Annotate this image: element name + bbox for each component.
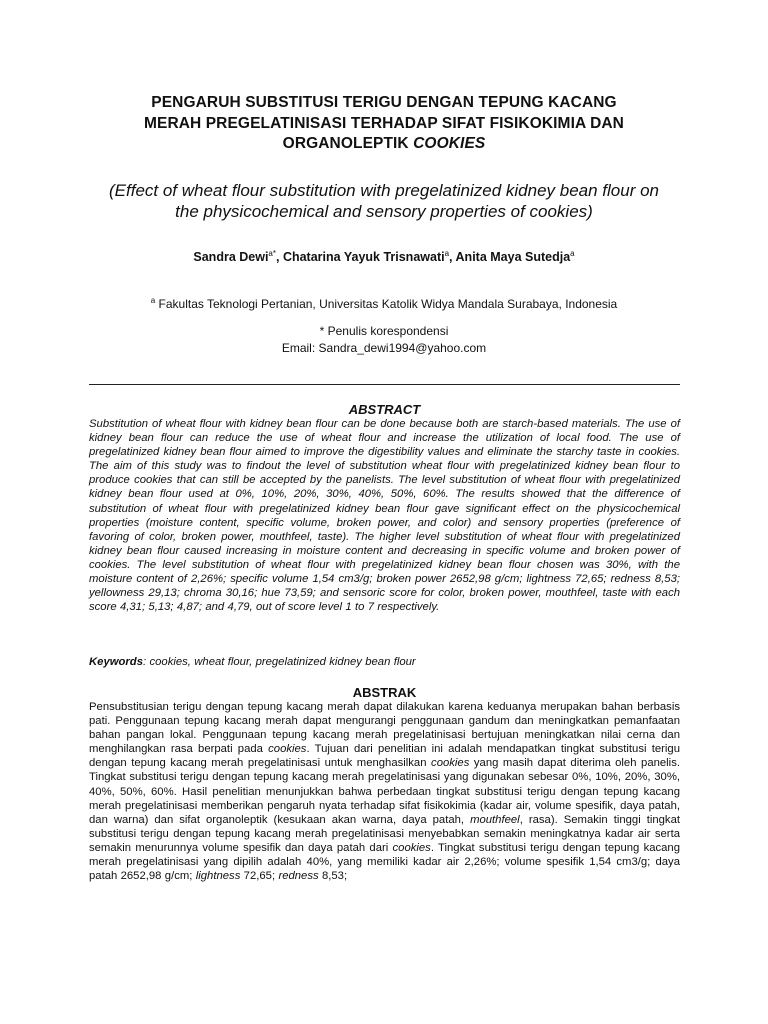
abstrak-italic-term: cookies [431,757,470,770]
author-3-name: Anita Maya Sutedja [455,250,571,265]
title-line-2: MERAH PREGELATINISASI TERHADAP SIFAT FISIKOKIMIA DAN [144,114,624,132]
author-2-affiliation-mark: a [444,249,450,258]
abstrak-text: 8,53; [318,870,348,883]
author-separator: , [275,250,283,265]
correspondence-label: * Penulis korespondensi [319,324,449,338]
title-cookies-italic: COOKIES [413,135,486,152]
paper-english-title [60,180,708,222]
keywords-label: Keywords [89,656,143,668]
abstract-heading: ABSTRACT [348,402,421,417]
title-line-1: PENGARUH SUBSTITUSI TERIGU DENGAN TEPUNG KACANG [151,94,617,111]
english-title-line-2: the physicochemical and sensory properties of cookies) [175,202,593,221]
abstrak-italic-term: cookies [268,743,307,756]
correspondence [60,323,708,357]
author-1-name: Sandra Dewi [193,250,269,265]
correspondence-email[interactable]: Email: Sandra_dewi1994@yahoo.com [281,341,487,355]
header-divider [89,384,680,385]
english-title-line-1: (Effect of wheat flour substitution with pregelatinized kidney bean flour on [109,181,659,200]
abstrak-italic-term: mouthfeel [470,813,520,826]
title-line-3-text: ORGANOLEPTIK [282,135,414,152]
abstrak-text: 72,65; [240,870,279,883]
keywords-text: : cookies, wheat flour, pregelatinized kidney bean flour [143,656,416,668]
abstrak-text: . Tingkat substitusi terigu dengan tepung kacang merah pregelatinisasi yang dipilih adalah 40%, yang memiliki kadar air 2,26%; volume spesifik 1,54 cm3/g; daya patah 2652,98 g/cm; [89,841,680,883]
abstrak-text: . Tujuan dari penelitian ini adalah mendapatkan tingkat substitusi terigu dengan tepung kacang merah pregelatinisasi untuk menghasilkan [89,743,680,770]
paper-title [60,93,708,155]
affiliation-mark: a [150,296,156,305]
abstrak-text: Pensubstitusian terigu dengan tepung kacang merah dapat dilakukan karena keduanya merupakan bahan berbasis pati. Penggunaan tepung kacang merah dapat mengurangi penggunaan gandum dan meningkatkan pemanfaatan bahan pangan lokal. Penggunaan tepung kacang merah pregelatinisasi bertujuan meningkatkan nilai cerna dan menghilangkan rasa berpati pada [89,701,680,756]
abstrak-heading: ABSTRAK [352,685,417,700]
author-list [60,245,708,266]
author-3-affiliation-mark: a [570,249,575,258]
keywords [89,655,680,669]
author-2-name: Chatarina Yayuk Trisnawati [282,250,445,265]
abstrak-text: yang masih dapat diterima oleh panelis. Tingkat substitusi terigu dengan tepung kacang merah pregelatinisasi yang digunakan sebesar 0%, 10%, 20%, 30%, 40%, 50%, 60%. Hasil penelitian menunjukkan bahwa perbedaan tingkat substitusi terigu dengan tepung kacang merah pregelatinisasi memberikan pengaruh nyata terhadap sifat fisikokimia (kadar air, volume spesifik, daya patah, dan warna) dan sifat organoleptik (kesukaan akan warna, daya patah, [89,757,680,826]
abstract-body: Substitution of wheat flour with kidney bean flour can be done because both are starch-based materials. The use of kidney bean flour can reduce the use of wheat flour and increase the utilization of local food. The use of pregelatinized kidney bean flour aimed to improve the digestibility values and eliminate the starchy taste in cookies. The aim of this study was to findout the level of substitution wheat flour with pregelatinized kidney bean flour to produce cookies that can still be accepted by the panelists. The level substitution of wheat flour with pregelatinized kidney bean flour used at 0%, 10%, 20%, 30%, 40%, 50%, 60%. The results showed that the difference of substitution of wheat flour with pregelatinized kidney bean flour gave significant effect on the physicochemical properties (moisture content, specific volume, broken power, and color) and sensory properties (preference of favoring of color, broken power, mouthfeel, taste). The higher level substitution of wheat flour with pregelatinized kidney bean flour caused increasing in moisture content and decreasing in specific volume and broken power of cookies. The level substitution of wheat flour with pregelatinized kidney bean flour chosen was 30%, with the moisture content of 2,26%; specific volume 1,54 cm3/g; broken power 2652,98 g/cm; lightness 72,65; redness 8,53; yellowness 29,13; chroma 30,16; hue 73,59; and sensoric score for color, broken power, mouthfeel, taste with each score 4,31; 5,13; 4,87; and 4,79, out of score level 1 to 7 respectively. [89,418,680,614]
abstrak-text: , rasa). Semakin tinggi tingkat substitusi terigu dengan tepung kacang merah pregelatinisasi menyebabkan semakin meningkatnya kadar air serta semakin menurunnya volume spesifik dan daya patah dari [89,813,680,854]
abstrak-italic-term: lightness [195,870,241,883]
affiliation [60,293,708,312]
title-line-3 [60,134,708,155]
abstrak-italic-term: redness [278,870,319,883]
abstrak-body [89,700,680,883]
author-separator: , [449,250,456,265]
affiliation-text: Fakultas Teknologi Pertanian, Universitas Katolik Widya Mandala Surabaya, Indonesia [155,297,618,311]
author-1-affiliation-mark: a* [268,249,276,258]
abstrak-italic-term: cookies [392,841,431,854]
